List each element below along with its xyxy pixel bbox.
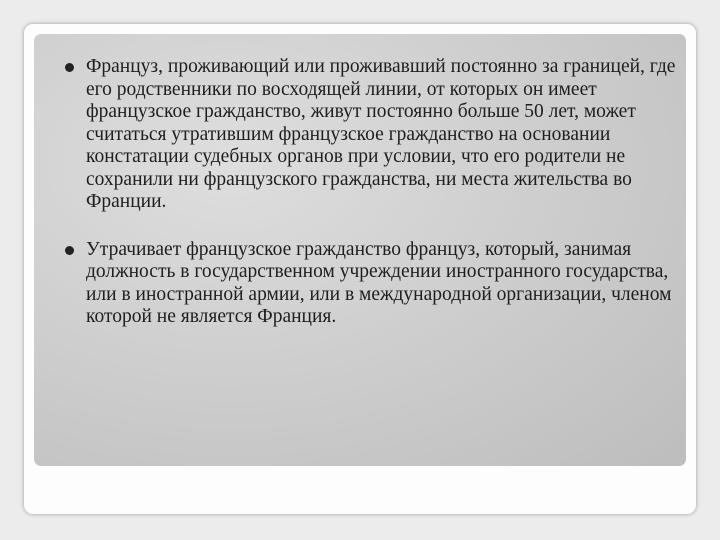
bullet-icon	[65, 63, 74, 72]
bullet-item	[60, 56, 680, 214]
bullet-text: Утрачивает французское гражданство француз, который, занимая должность в государственном учреждении иностранного государства, или в иностранной армии, или в международной организации, членом которой не является Франция.	[86, 238, 672, 327]
bullet-list	[60, 56, 680, 354]
bullet-item	[60, 239, 680, 329]
bullet-icon	[65, 246, 74, 255]
bullet-text: Француз, проживающий или проживавший постоянно за границей, где его родственники по восходящей линии, от которых он имеет французское гражданство, живут постоянно больше 50 лет, может считаться утратившим французское гражданство на основании констатации судебных органов при условии, что его родители не сохранили ни французского гражданства, ни места жительства во Франции.	[86, 56, 676, 212]
